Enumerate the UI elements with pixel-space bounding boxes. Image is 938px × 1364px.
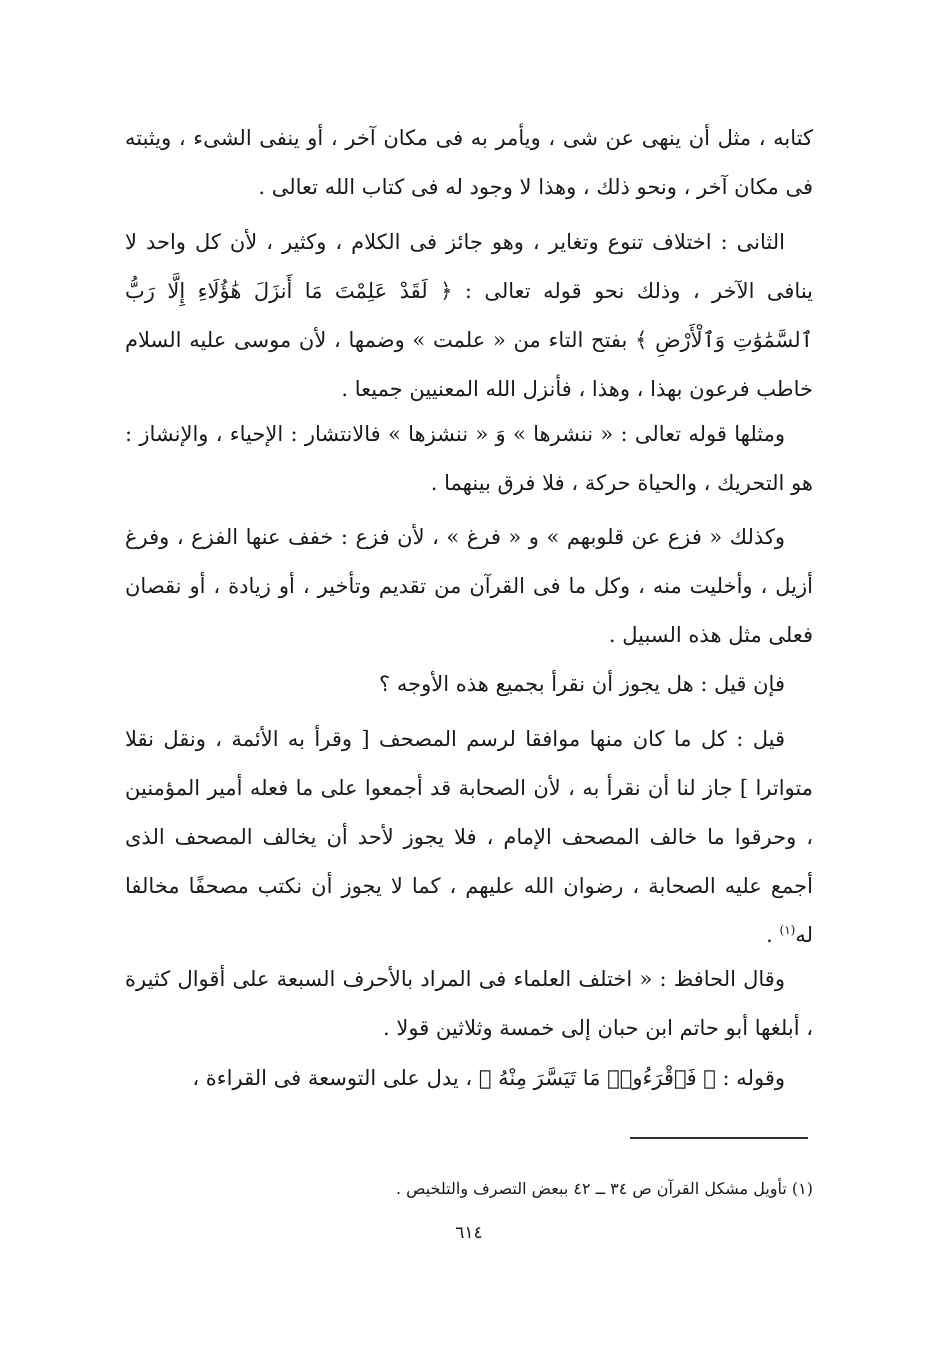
footnote-reference: (١)	[779, 923, 796, 937]
paragraph-5	[125, 660, 813, 709]
paragraph-text: فإن قيل : هل يجوز أن نقرأ بجميع هذه الأوجه ؟	[379, 672, 785, 696]
paragraph-8	[125, 1054, 813, 1103]
page-number: ٦١٤	[455, 1223, 483, 1243]
paragraph-6	[125, 715, 813, 960]
paragraph-2	[125, 218, 813, 414]
paragraph-7	[125, 955, 813, 1053]
paragraph-text	[125, 715, 813, 960]
paragraph-1	[125, 114, 813, 212]
paragraph-body: قيل : كل ما كان منها موافقا لرسم المصحف [ وقرأ به الأئمة ، ونقل نقلا متواترا ] جاز لنا أن نقرأ به ، لأن الصحابة قد أجمعوا على ما فعله أمير المؤمنين ، وحرقوا ما خالف المصحف الإمام ، فلا يجوز لأحد أن يخالف المصحف الذى أجمع عليه الصحابة ، رضوان الله عليهم ، كما لا يجوز أن نكتب مصحفًا مخالفا له	[125, 727, 813, 947]
footnote: (١) تأويل مشكل القرآن ص ٣٤ ــ ٤٢ ببعض التصرف والتلخيص .	[395, 1179, 813, 1198]
paragraph-text: وقال الحافظ : « اختلف العلماء فى المراد بالأحرف السبعة على أقوال كثيرة ، أبلغها أبو حاتم ابن حبان إلى خمسة وثلاثين قولا .	[125, 967, 813, 1040]
paragraph-text: وقوله : ﴿ فَٱقْرَءُوا۟ مَا تَيَسَّرَ مِنْهُ ﴾ ، يدل على التوسعة فى القراءة ،	[192, 1066, 785, 1090]
paragraph-text: وكذلك « فزع عن قلوبهم » و « فرغ » ، لأن فزع : خفف عنها الفزع ، وفرغ أزيل ، وأخليت منه ، وكل ما فى القرآن من تقديم وتأخير ، أو زيادة ، أو نقصان فعلى مثل هذه السبيل .	[125, 525, 813, 647]
paragraph-end: .	[766, 923, 780, 947]
paragraph-3	[125, 410, 813, 508]
paragraph-4	[125, 513, 813, 660]
paragraph-text: ومثلها قوله تعالى : « ننشرها » وَ « ننشزها » فالانتشار : الإحياء ، والإنشاز : هو التحريك ، والحياة حركة ، فلا فرق بينهما .	[125, 422, 813, 495]
paragraph-text: الثانى : اختلاف تنوع وتغاير ، وهو جائز فى الكلام ، وكثير ، لأن كل واحد لا ينافى الآخر ، وذلك نحو قوله تعالى : ﴿ لَقَدْ عَلِمْتَ مَا أَنزَلَ هَٰؤُلَاءِ إِلَّا رَبُّ ٱلسَّمَٰوَٰتِ وَٱلْأَرْضِ ﴾ بفتح التاء من « علمت » وضمها ، لأن موسى عليه السلام خاطب فرعون بهذا ، وهذا ، فأنزل الله المعنيين جميعا .	[125, 230, 813, 401]
footnote-divider	[630, 1137, 808, 1139]
paragraph-text: كتابه ، مثل أن ينهى عن شى ، ويأمر به فى مكان آخر ، أو ينفى الشىء ، ويثبته فى مكان آخر ، ونحو ذلك ، وهذا لا وجود له فى كتاب الله تعالى .	[125, 126, 813, 199]
